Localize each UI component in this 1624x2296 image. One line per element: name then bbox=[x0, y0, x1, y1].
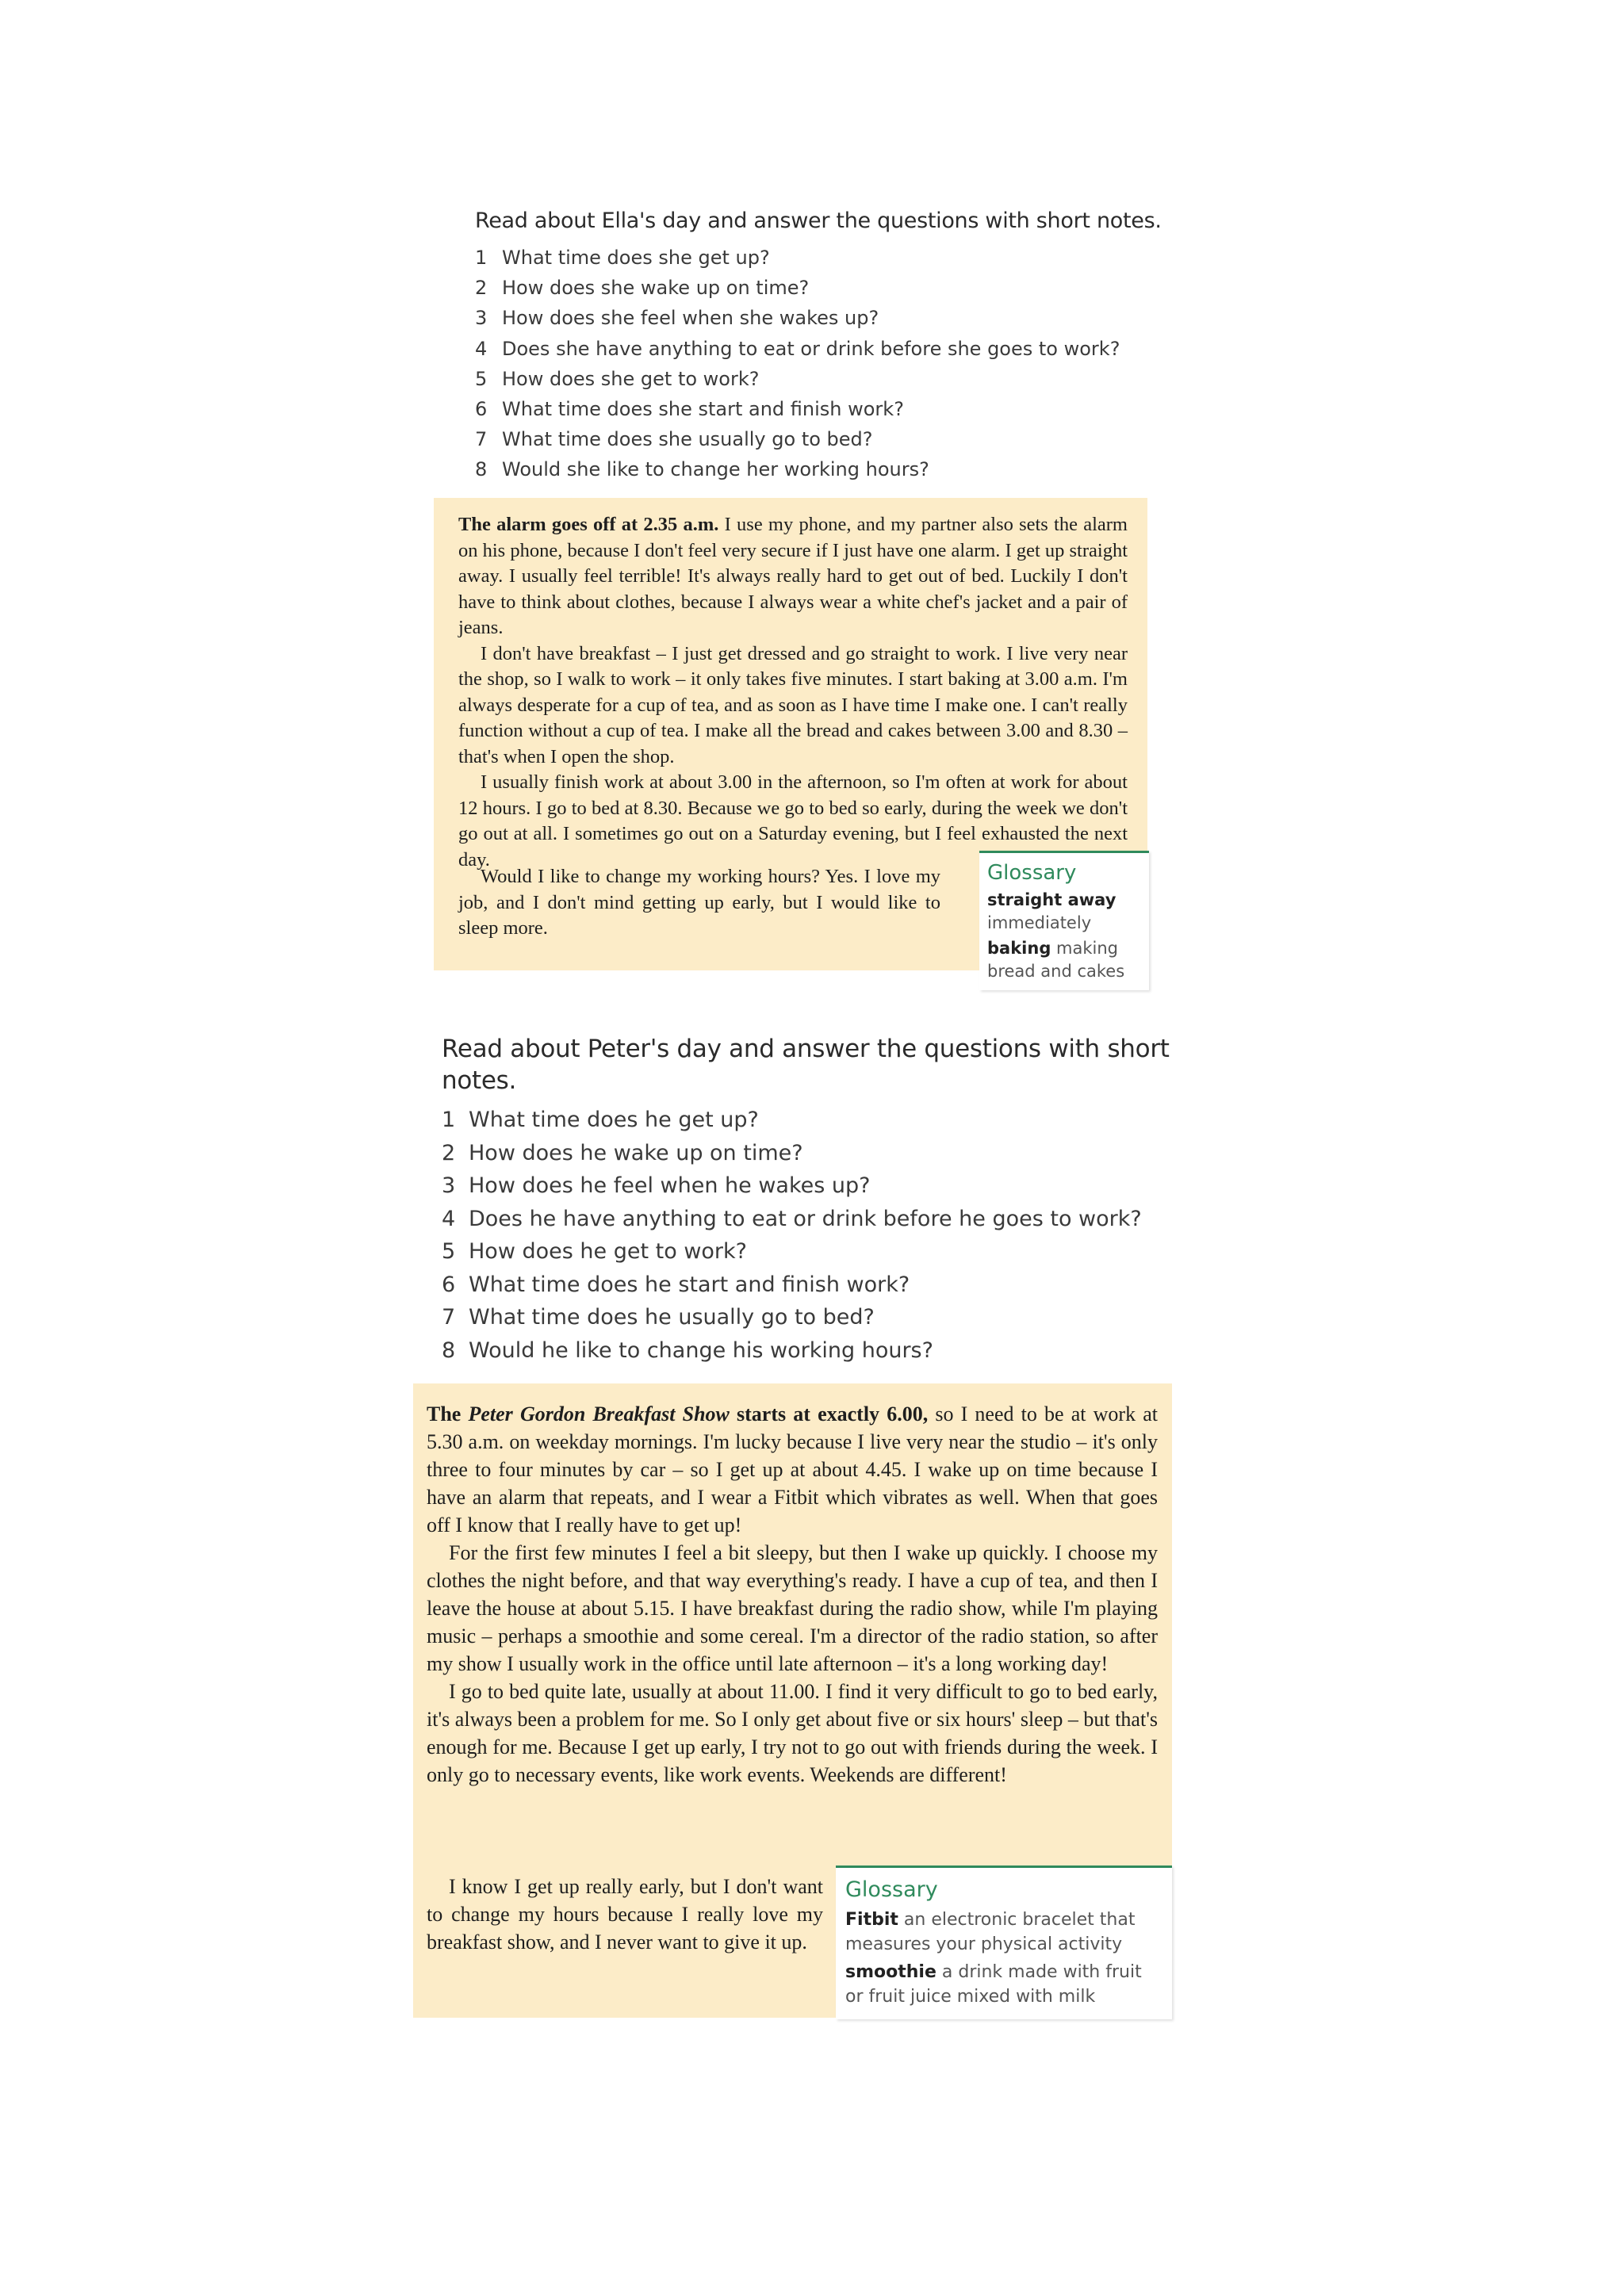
peter-story-paragraph-1 bbox=[427, 1400, 1158, 1539]
ella-question-item bbox=[475, 334, 1189, 364]
peter-question-text: How does he feel when he wakes up? bbox=[469, 1173, 871, 1198]
ella-question-number: 5 bbox=[475, 367, 488, 390]
ella-glossary-def-2: making bread and cakes bbox=[987, 939, 1125, 981]
peter-glossary-title: Glossary bbox=[845, 1877, 938, 1902]
peter-glossary bbox=[836, 1866, 1172, 2019]
ella-question-item bbox=[475, 424, 1189, 454]
ella-glossary-title: Glossary bbox=[987, 861, 1077, 885]
peter-question-number: 6 bbox=[442, 1272, 456, 1297]
ella-story-paragraph-3: I usually finish work at about 3.00 in the afternoon, so I'm often at work for about 12 hours. I go to bed at 8.30. Because we go to bed so early, during the week we don't go out at all. I sometimes go out on a Saturday evening, but I feel exhausted the next day. bbox=[458, 771, 1128, 871]
ella-question-number: 7 bbox=[475, 428, 488, 451]
ella-question-number: 8 bbox=[475, 458, 488, 481]
ella-question-text: What time does she get up? bbox=[502, 247, 770, 269]
peter-story-box bbox=[413, 1383, 1172, 2018]
ella-glossary-entry bbox=[987, 889, 1141, 935]
peter-glossary-term-1: Fitbit bbox=[845, 1910, 898, 1930]
peter-question-item bbox=[442, 1104, 1203, 1137]
peter-story-paragraph-2: For the first few minutes I feel a bit sleepy, but then I wake up quickly. I choose my clothes the night before, and that way everything's ready. I have a cup of tea, and then I leave the house at about 5.15. I have breakfast during the radio show, while I'm playing music – perhaps a smoothie and some cereal. I'm a director of the radio station, so after my show I usually work in the office until late afternoon – it's a long working day! bbox=[427, 1541, 1158, 1675]
peter-question-text: How does he wake up on time? bbox=[469, 1140, 803, 1165]
ella-question-item bbox=[475, 273, 1189, 303]
ella-question-text: How does she wake up on time? bbox=[502, 277, 810, 300]
peter-question-item bbox=[442, 1169, 1203, 1203]
peter-glossary-def-1: an electronic bracelet that measures your physical activity bbox=[845, 1910, 1136, 1954]
ella-question-item bbox=[475, 394, 1189, 424]
peter-question-number: 7 bbox=[442, 1305, 456, 1330]
ella-question-item bbox=[475, 243, 1189, 273]
peter-question-list bbox=[442, 1104, 1203, 1367]
ella-glossary bbox=[979, 851, 1149, 990]
ella-question-item bbox=[475, 364, 1189, 394]
peter-question-item bbox=[442, 1334, 1203, 1368]
peter-question-number: 4 bbox=[442, 1206, 456, 1231]
peter-question-item bbox=[442, 1301, 1203, 1334]
ella-question-text: What time does she usually go to bed? bbox=[502, 428, 873, 451]
peter-story-lead: The Peter Gordon Breakfast Show starts at exactly 6.00, bbox=[427, 1402, 929, 1425]
peter-story-p1-text: so I need to be at work at 5.30 a.m. on weekday mornings. I'm lucky because I live very near the studio – it's only three to four minutes by car – so I get up at about 4.45. I wake up on time because I have an alarm that repeats, and I wear a Fitbit which vibrates as well. When that goes off I know that I really have to get up! bbox=[427, 1402, 1158, 1536]
peter-question-item bbox=[442, 1137, 1203, 1170]
peter-question-text: Does he have anything to eat or drink before he goes to work? bbox=[469, 1206, 1142, 1231]
peter-glossary-entry bbox=[845, 1960, 1162, 2009]
ella-question-text: Would she like to change her working hours? bbox=[502, 458, 929, 481]
peter-question-number: 5 bbox=[442, 1239, 456, 1264]
ella-question-list bbox=[475, 243, 1189, 485]
peter-glossary-def-2: a drink made with fruit or fruit juice mixed with milk bbox=[845, 1962, 1142, 2007]
ella-glossary-def-1: immediately bbox=[987, 913, 1092, 932]
ella-story-paragraph-1 bbox=[458, 512, 1128, 641]
peter-glossary-term-2: smoothie bbox=[845, 1962, 936, 1982]
ella-question-text: How does she get to work? bbox=[502, 367, 760, 390]
peter-question-item bbox=[442, 1235, 1203, 1269]
ella-glossary-entry bbox=[987, 937, 1141, 983]
peter-heading: Read about Peter's day and answer the questions with short notes. bbox=[442, 1035, 1170, 1095]
peter-story-paragraph-3: I go to bed quite late, usually at about 11.00. I find it very difficult to go to bed early, it's always been a problem for me. So I only get about five or six hours' sleep – but that's enough for me. Because I get up early, I try not to go out with friends during the week. I only go to necessary events, like work events. Weekends are different! bbox=[427, 1680, 1158, 1786]
peter-question-text: What time does he get up? bbox=[469, 1108, 759, 1132]
peter-glossary-entry bbox=[845, 1908, 1162, 1957]
ella-question-number: 3 bbox=[475, 307, 488, 330]
ella-story-p1-text: I use my phone, and my partner also sets the alarm on his phone, because I don't feel very secure if I just have one alarm. I get up straight away. I usually feel terrible! It's always really hard to get out of bed. Luckily I don't have to think about clothes, because I always wear a white chef's jacket and a pair of jeans. bbox=[458, 514, 1128, 638]
ella-story-paragraph-2: I don't have breakfast – I just get dressed and go straight to work. I live very near the shop, so I walk to work – it only takes five minutes. I start baking at 3.00 a.m. I'm always desperate for a cup of tea, and as soon as I have time I make one. I can't really function without a cup of tea. I make all the bread and cakes between 3.00 and 8.30 – that's when I open the shop. bbox=[458, 642, 1128, 767]
ella-question-number: 4 bbox=[475, 337, 488, 360]
ella-question-text: How does she feel when she wakes up? bbox=[502, 307, 879, 330]
peter-question-number: 1 bbox=[442, 1108, 456, 1132]
peter-show-title: Peter Gordon Breakfast Show bbox=[468, 1402, 730, 1425]
ella-question-item bbox=[475, 454, 1189, 484]
peter-question-item bbox=[442, 1269, 1203, 1302]
peter-question-text: Would he like to change his working hours? bbox=[469, 1337, 933, 1363]
peter-question-text: How does he get to work? bbox=[469, 1239, 747, 1264]
ella-story-paragraph-4: Would I like to change my working hours? Yes. I love my job, and I don't mind getting up early, but I would like to sleep more. bbox=[458, 866, 940, 939]
ella-question-number: 1 bbox=[475, 247, 488, 269]
ella-story-box bbox=[434, 498, 1147, 981]
ella-glossary-term-2: baking bbox=[987, 939, 1051, 958]
ella-heading: Read about Ella's day and answer the questions with short notes. bbox=[475, 209, 1162, 233]
peter-question-number: 8 bbox=[442, 1337, 456, 1363]
peter-question-item bbox=[442, 1203, 1203, 1236]
ella-question-item bbox=[475, 303, 1189, 333]
ella-question-number: 6 bbox=[475, 398, 488, 421]
ella-question-text: Does she have anything to eat or drink before she goes to work? bbox=[502, 337, 1120, 360]
peter-question-number: 3 bbox=[442, 1173, 456, 1198]
peter-question-text: What time does he usually go to bed? bbox=[469, 1305, 875, 1330]
ella-glossary-term-1: straight away bbox=[987, 890, 1116, 909]
ella-story-lead: The alarm goes off at 2.35 a.m. bbox=[458, 514, 719, 535]
peter-story-paragraph-4: I know I get up really early, but I don't want to change my hours because I really love my breakfast show, and I never want to give it up. bbox=[427, 1875, 823, 1954]
ella-question-text: What time does she start and finish work? bbox=[502, 398, 904, 421]
peter-question-number: 2 bbox=[442, 1140, 456, 1165]
peter-question-text: What time does he start and finish work? bbox=[469, 1272, 910, 1297]
ella-question-number: 2 bbox=[475, 277, 488, 300]
